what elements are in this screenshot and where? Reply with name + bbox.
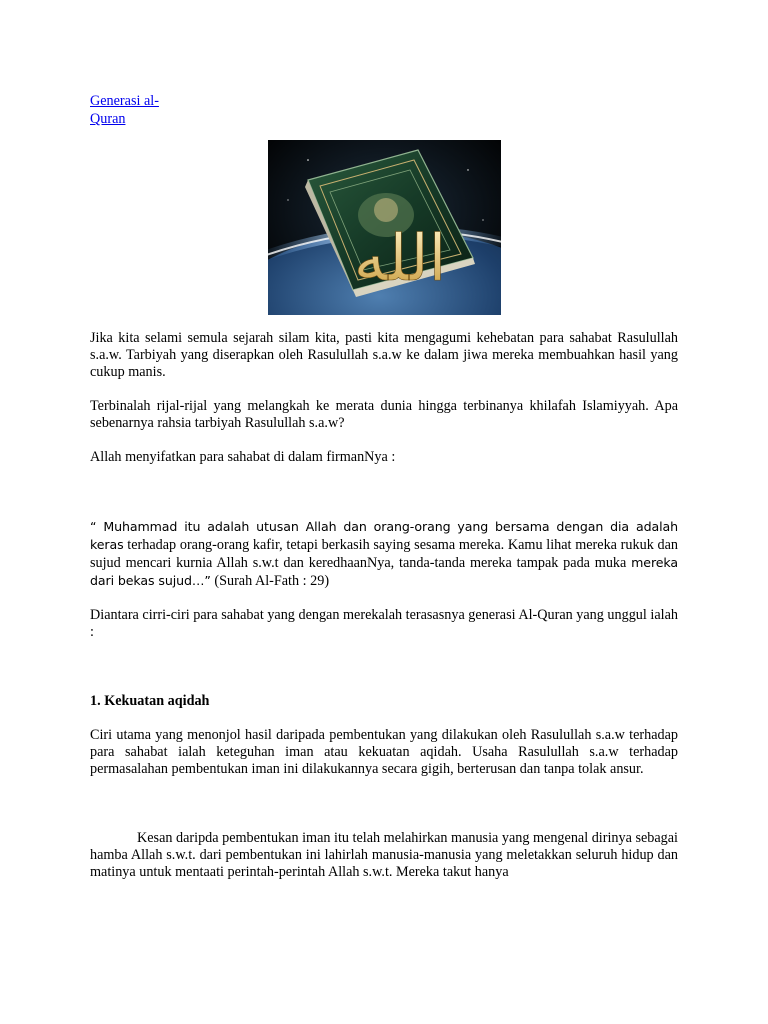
paragraph-rijal: Terbinalah rijal-rijal yang melangkah ke merata dunia hingga terbinanya khilafah Islamiyyah. Apa sebenarnya rahsia tarbiyah Rasulullah s.a.w? <box>90 398 678 431</box>
paragraph-aqidah: Ciri utama yang menonjol hasil daripada pembentukan yang dilakukan oleh Rasulullah s.a.w terhadap para sahabat ialah keteguhan iman atau kekuatan aqidah. Usaha Rasulullah s.a.w terhadap permasalahan pembentukan iman ini dilakukannya secara gigih, berterusan dan tanpa tolak ansur. <box>90 727 678 777</box>
quran-book-over-earth-image <box>268 140 501 315</box>
quote-reference: (Surah Al-Fath : 29) <box>210 573 330 589</box>
document-page <box>90 92 678 881</box>
quote-paragraph <box>90 518 678 590</box>
title-line-2: Quran <box>90 111 126 127</box>
title-link[interactable] <box>90 92 170 128</box>
quote-middle: terhadap orang-orang kafir, tetapi berkasih saying sesama mereka. Kamu lihat mereka rukuk dan sujud mencari kurnia Allah s.w.t dan keredhaanNya, tanda-tanda mereka tampak pada muka <box>90 537 678 571</box>
paragraph-intro: Jika kita selami semula sejarah silam kita, pasti kita mengagumi kehebatan para sahabat Rasulullah s.a.w. Tarbiyah yang diserapkan oleh Rasulullah s.a.w ke dalam jiwa mereka membuahkan hasil yang cukup manis. <box>90 330 678 380</box>
paragraph-ciri-intro: Diantara cirri-ciri para sahabat yang dengan merekalah terasasnya generasi Al-Quran yang unggul ialah : <box>90 607 678 640</box>
title-line-1: Generasi al- <box>90 93 159 109</box>
quote-open: “ Muhammad itu adalah utusan Allah dan orang-orang yang bersama dengan dia adalah keras <box>90 519 678 552</box>
section-heading-aqidah: 1. Kekuatan aqidah <box>90 693 210 709</box>
paragraph-firman-intro: Allah menyifatkan para sahabat di dalam firmanNya : <box>90 449 396 465</box>
quote-end: mereka dari bekas sujud…” <box>90 555 678 588</box>
calligraphy-mark: الله <box>353 222 447 296</box>
paragraph-kesan: Kesan daripda pembentukan iman itu telah melahirkan manusia yang mengenal dirinya sebagai hamba Allah s.w.t. dari pembentukan ini lahirlah manusia-manusia yang meletakkan seluruh hidup dan matinya untuk mentaati perintah-perintah Allah s.w.t. Mereka takut hanya <box>90 830 678 880</box>
